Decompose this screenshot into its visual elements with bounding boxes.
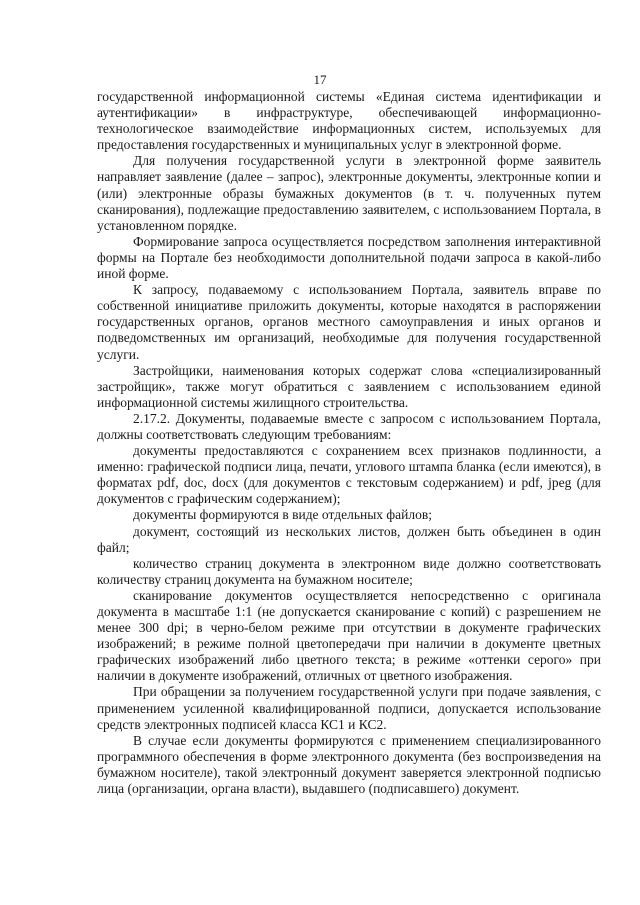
paragraph: количество страниц документа в электронном виде должно соответствовать количеству страниц документа на бумажном носителе; xyxy=(97,555,601,587)
paragraph: При обращении за получением государственной услуги при подаче заявления, с применением усиленной квалифицированной подписи, допускается использование средств электронных подписей класса КС1 и КС2. xyxy=(97,684,601,732)
paragraph: 2.17.2. Документы, подаваемые вместе с запросом с использованием Портала, должны соответствовать следующим требованиям: xyxy=(97,410,601,442)
paragraph: Застройщики, наименования которых содержат слова «специализированный застройщик», также могут обратиться с заявлением с использованием единой информационной системы жилищного строительства. xyxy=(97,362,601,410)
paragraph: В случае если документы формируются с применением специализированного программного обеспечения в форме электронного документа (без воспроизведения на бумажном носителе), такой электронный документ заверяется электронной подписью лица (организации, органа власти), выдавшего (подписавшего) документ. xyxy=(97,732,601,797)
paragraph: государственной информационной системы «Единая система идентификации и аутентификации» в инфраструктуре, обеспечивающей информационно-технологическое взаимодействие информационных систем, используемых для предоставления государственных и муниципальных услуг в электронной форме. xyxy=(97,89,601,153)
paragraph: сканирование документов осуществляется непосредственно с оригинала документа в масштабе 1:1 (не допускается сканирование с копий) с разрешением не менее 300 dpi; в черно-белом режиме при отсутствии в документе графических изображений; в режиме полной цветопередачи при наличии в документе цветных графических изображений либо цветного текста; в режиме «оттенки серого» при наличии в документе изображений, отличных от цветного изображения. xyxy=(97,587,601,684)
page-number: 17 xyxy=(313,72,327,87)
paragraph: К запросу, подаваемому с использованием Портала, заявитель вправе по собственной инициативе приложить документы, которые находятся в распоряжении государственных органов, органов местного самоуправления и иных органов и подведомственных им организаций, необходимые для получения государственной услуги. xyxy=(97,282,601,362)
paragraph: Формирование запроса осуществляется посредством заполнения интерактивной формы на Портале без необходимости дополнительной подачи запроса в какой-либо иной форме. xyxy=(97,233,601,282)
paragraph: Для получения государственной услуги в электронной форме заявитель направляет заявление (далее – запрос), электронные документы, электронные копии и (или) электронные образы бумажных документов (в т. ч. полученных путем сканирования), подлежащие предоставлению заявителем, с использованием Портала, в установленном порядке. xyxy=(97,153,601,233)
paragraph: документы формируются в виде отдельных файлов; xyxy=(133,507,432,523)
paragraph: документы предоставляются с сохранением всех признаков подлинности, а именно: графической подписи лица, печати, углового штампа бланка (если имеются), в форматах pdf, doc, docx (для документов с текстовым содержанием) и pdf, jpeg (для документов с графическим содержанием); xyxy=(97,443,601,507)
paragraph: документ, состоящий из нескольких листов, должен быть объединен в один файл; xyxy=(97,523,601,555)
document-body xyxy=(97,89,601,797)
